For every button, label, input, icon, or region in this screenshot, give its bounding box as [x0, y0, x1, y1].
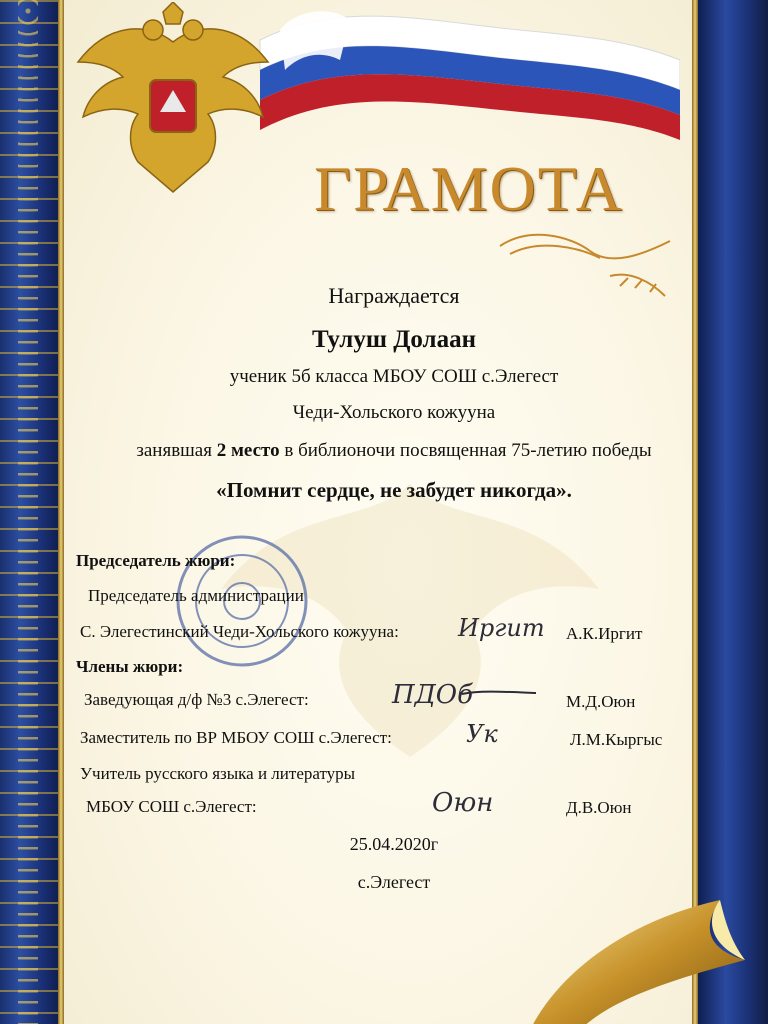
jury-member3-position-2: МБОУ СОШ с.Элегест: [86, 797, 257, 816]
achievement-line [64, 440, 724, 462]
member1-signature: ПДОб [392, 680, 473, 710]
recipient-district: Чеди-Хольского кожууна [292, 402, 496, 423]
jury-chair-position-2: С. Элегестинский Чеди-Хольского кожууна: [80, 622, 399, 641]
chair-signature: Иргит [458, 614, 545, 642]
jury-chair-heading: Председатель жюри: [76, 551, 236, 570]
member1-signature-stroke [460, 686, 538, 700]
gold-page-curl-icon [470, 880, 750, 1024]
jury-member2-position: Заместитель по ВР МБОУ СОШ с.Элегест: [80, 728, 392, 747]
jury-chair-position-1: Председатель администрации [88, 586, 304, 605]
awarded-label: Награждается [328, 283, 460, 308]
certificate-place: с.Элегест [357, 872, 431, 892]
certificate-date: 25.04.2020г [349, 834, 439, 854]
jury-chair-name: А.К.Иргит [566, 624, 643, 643]
russian-flag-ribbon [220, 0, 680, 150]
jury-member3-position-1: Учитель русского языка и литературы [80, 764, 356, 783]
event-title: «Помнит сердце, не забудет никогда». [216, 478, 572, 502]
recipient-class: ученик 5б класса МБОУ СОШ с.Элегест [229, 366, 559, 387]
coat-of-arms-icon [68, 2, 278, 202]
jury-member1-name: М.Д.Оюн [566, 692, 636, 711]
jury-members-heading: Члены жюри: [76, 657, 184, 676]
achievement-prefix: занявшая [136, 440, 217, 461]
right-gold-trim [692, 0, 698, 1024]
left-ornamental-border [0, 0, 58, 1024]
left-gold-trim [58, 0, 64, 1024]
member2-signature: Ук [466, 720, 498, 748]
jury-member2-name: Л.М.Кыргыс [570, 730, 663, 749]
achievement-place: 2 место [216, 440, 280, 461]
jury-member1-position: Заведующая д/ф №3 с.Элегест: [84, 690, 309, 709]
right-ornamental-border [698, 0, 768, 1024]
achievement-suffix: в библионочи посвященная 75-летию победы [279, 440, 652, 461]
certificate-title: ГРАМОТА [314, 153, 624, 224]
recipient-name: Тулуш Долаан [312, 326, 476, 353]
jury-member3-name: Д.В.Оюн [566, 798, 632, 817]
member3-signature: Оюн [432, 788, 494, 818]
